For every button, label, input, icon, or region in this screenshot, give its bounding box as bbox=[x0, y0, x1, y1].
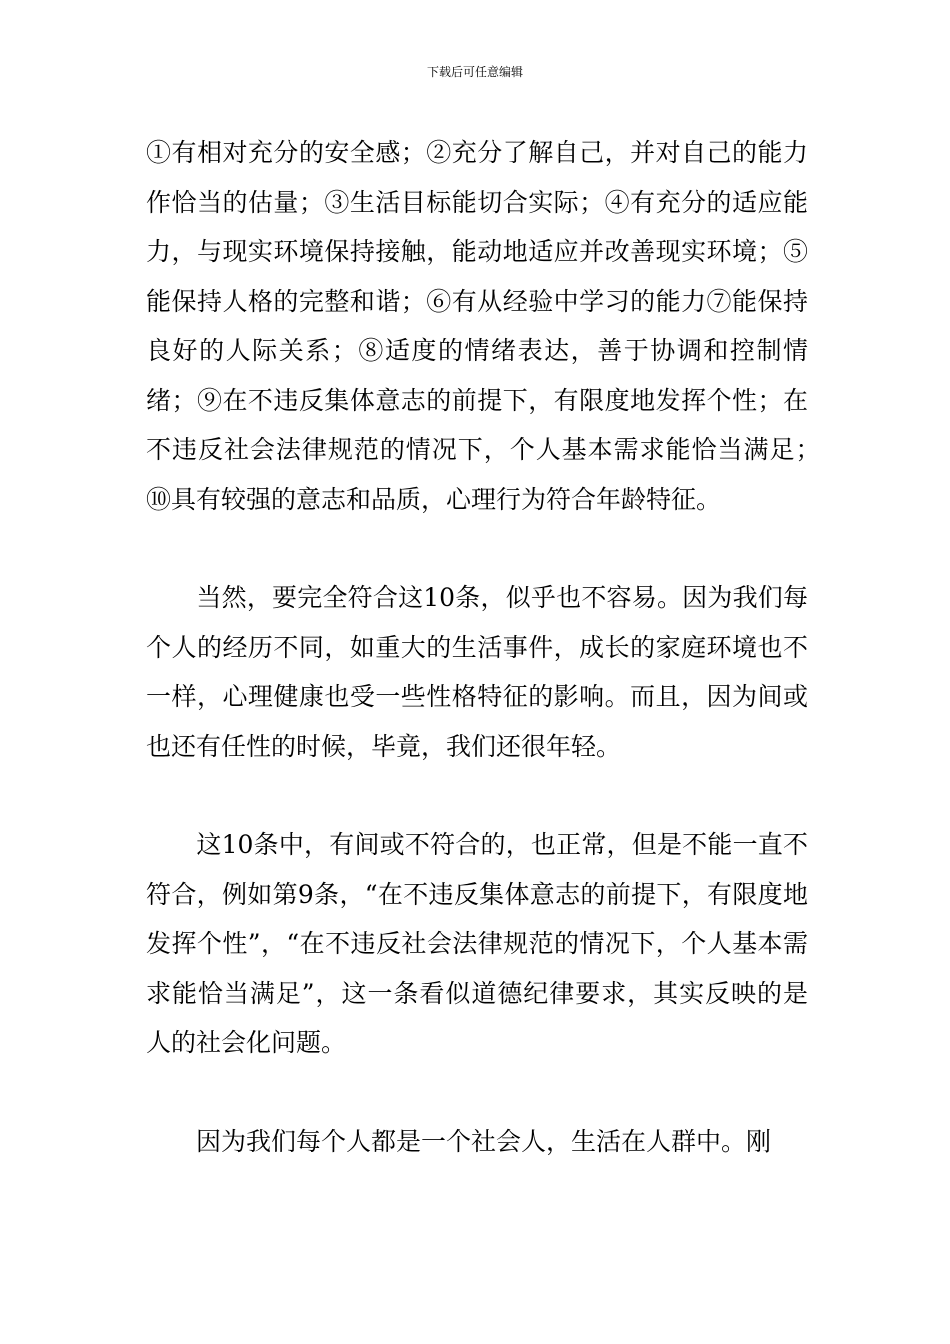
paragraph-criteria-list: ①有相对充分的安全感；②充分了解自己，并对自己的能力作恰当的估量；③生活目标能切合实际；④有充分的适应能力，与现实环境保持接触，能动地适应并改善现实环境；⑤能保持人格的完整和谐；⑥有从经验中学习的能力⑦能保持良好的人际关系；⑧适度的情绪表达，善于协调和控制情绪；⑨在不违反集体意志的前提下，有限度地发挥个性；在不违反社会法律规范的情况下，个人基本需求能恰当满足； ⑩具有较强的意志和品质，心理行为符合年龄特征。 bbox=[146, 138, 834, 514]
document-body bbox=[146, 128, 834, 1166]
paragraph-difficulty: 当然，要完全符合这10条，似乎也不容易。因为我们每个人的经历不同，如重大的生活事件，成长的家庭环境也不一样，心理健康也受一些性格特征的影响。而且，因为间或也还有任性的时候，毕竟，我们还很年轻。 bbox=[146, 583, 808, 761]
page-header: 下载后可任意编辑 bbox=[426, 65, 523, 79]
paragraph-socialization: 这10条中，有间或不符合的，也正常，但是不能一直不符合，例如第9条，“在不违反集体意志的前提下，有限度地发挥个性”，“在不违反社会法律规范的情况下，个人基本需求能恰当满足”，这一条看似道德纪律要求，其实反映的是人的社会化问题。 bbox=[146, 830, 808, 1057]
paragraph-social-person: 因为我们每个人都是一个社会人，生活在人群中。刚 bbox=[146, 1126, 772, 1156]
